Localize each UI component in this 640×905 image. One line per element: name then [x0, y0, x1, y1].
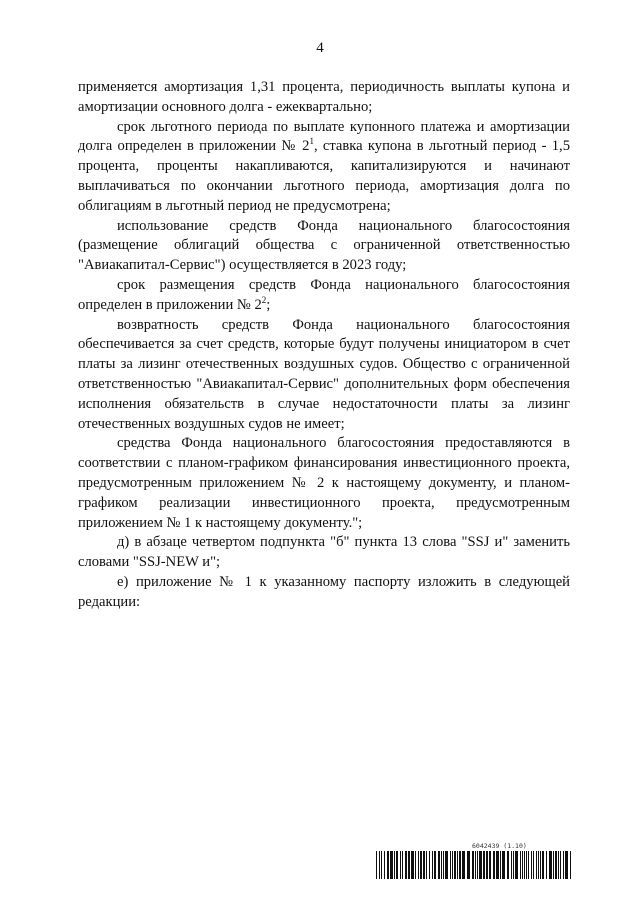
paragraph-3: использование средств Фонда национального благосостояния (размещение облигаций общества с ограниченной ответственностью "Авиакапитал-Сервис") осуществляется в 2023 году; — [78, 217, 570, 274]
paragraph-2-text-a: срок льготного периода по выплате купонного платежа и амортизации долга определен в приложении № 2 — [78, 118, 570, 155]
paragraph-8: е) приложение № 1 к указанному паспорту изложить в следующей редакции: — [78, 573, 570, 610]
document-code: 6042439 (1.10) — [472, 842, 527, 850]
page-number: 4 — [316, 40, 324, 56]
paragraph-7: д) в абзаце четвертом подпункта "б" пункта 13 слова "SSJ и" заменить словами "SSJ-NEW и"; — [78, 534, 570, 571]
paragraph-2 — [78, 118, 570, 217]
document-body — [78, 78, 570, 613]
barcode-icon — [376, 851, 572, 879]
footnote-ref-2: 2 — [261, 294, 267, 305]
document-footer — [376, 842, 572, 882]
paragraph-1: применяется амортизация 1,31 процента, периодичность выплаты купона и амортизации основного долга - ежеквартально; — [78, 79, 570, 115]
paragraph-2-text-b: , ставка купона в льготный период - 1,5 процента, проценты накапливаются, капитализируются и начинают выплачиваться по окончании льготного периода, амортизация долга по облигациям в льготный период не предусмотрена; — [78, 138, 570, 214]
paragraph-4-text-b: ; — [266, 296, 271, 313]
paragraph-4-text-a: срок размещения средств Фонда национального благосостояния определен в приложении № 2 — [78, 276, 570, 313]
paragraph-4 — [78, 276, 570, 316]
footnote-ref-1: 1 — [309, 136, 314, 147]
paragraph-5: возвратность средств Фонда национального благосостояния обеспечивается за счет средств, которые будут получены инициатором в счет платы за лизинг отечественных воздушных судов. Общество с ограниченной ответственностью "Авиакапитал-Сервис" дополнительных форм обеспечения исполнения обязательств в случае недостаточности платы за лизинг отечественных воздушных судов не имеет; — [78, 316, 570, 432]
paragraph-6: средства Фонда национального благосостояния предоставляются в соответствии с планом-графиком финансирования инвестиционного проекта, предусмотренным приложением № 2 к настоящему документу, и планом-графиком реализации инвестиционного проекта, предусмотренным приложением № 1 к настоящему документу."; — [78, 435, 570, 531]
